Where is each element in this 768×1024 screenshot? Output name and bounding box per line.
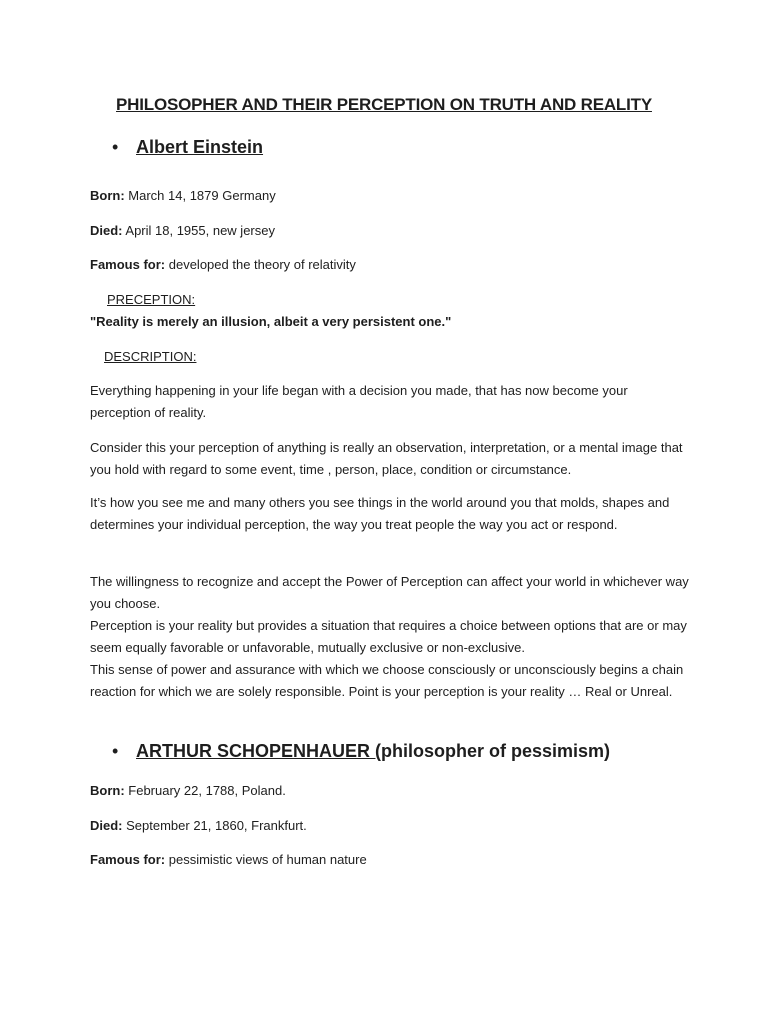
born-value: March 14, 1879 Germany xyxy=(124,188,276,203)
bullet-icon: • xyxy=(112,137,119,157)
famous-for-line xyxy=(90,852,367,867)
philosopher-name: ARTHUR SCHOPENHAUER ( xyxy=(136,741,382,761)
philosopher-descriptor: philosopher of pessimism) xyxy=(381,741,611,761)
perception-quote: "Reality is merely an illusion, albeit a very persistent one." xyxy=(90,314,452,329)
paragraph-text: Perception is your reality but provides a situation that requires a choice between options that are or may seem equally favorable or unfavorable, mutually exclusive or non-exclusive. xyxy=(90,618,687,655)
born-label: Born: xyxy=(90,188,125,203)
section-heading-einstein xyxy=(112,137,263,158)
bullet-icon: • xyxy=(112,741,119,761)
died-value: September 21, 1860, Frankfurt. xyxy=(122,818,307,833)
perception-label: PRECEPTION: xyxy=(107,292,196,307)
description-label: DESCRIPTION: xyxy=(104,349,197,364)
philosopher-name: Albert Einstein xyxy=(136,137,264,157)
description-paragraph xyxy=(90,571,690,703)
paragraph-text: This sense of power and assurance with which we choose consciously or unconsciously begins a chain reaction for which we are solely responsible. Point is your perception is your reality … Real or Unreal. xyxy=(90,662,684,699)
born-label: Born: xyxy=(90,783,125,798)
paragraph-text: The willingness to recognize and accept the Power of Perception can affect your world in whichever way you choose. xyxy=(90,574,689,611)
section-heading-schopenhauer xyxy=(112,741,610,762)
paragraph-text: It’s how you see me and many others you see things in the world around you that molds, shapes and determines your individual perception, the way you treat people the way you act or respond. xyxy=(90,495,670,532)
died-value: April 18, 1955, new jersey xyxy=(122,223,275,238)
died-label: Died: xyxy=(90,818,123,833)
died-line xyxy=(90,223,275,238)
document-title: PHILOSOPHER AND THEIR PERCEPTION ON TRUTH AND REALITY xyxy=(116,95,652,114)
died-label: Died: xyxy=(90,223,123,238)
died-line xyxy=(90,818,307,833)
description-paragraph xyxy=(90,437,690,481)
paragraph-text: Consider this your perception of anything is really an observation, interpretation, or a mental image that you hold with regard to some event, time , person, place, condition or circumstance. xyxy=(90,440,683,477)
famous-for-label: Famous for: xyxy=(90,257,166,272)
born-line xyxy=(90,783,286,798)
famous-for-label: Famous for: xyxy=(90,852,166,867)
famous-for-value: developed the theory of relativity xyxy=(165,257,356,272)
born-line xyxy=(90,188,276,203)
famous-for-value: pessimistic views of human nature xyxy=(165,852,367,867)
born-value: February 22, 1788, Poland. xyxy=(124,783,286,798)
paragraph-text: Everything happening in your life began with a decision you made, that has now become your perception of reality. xyxy=(90,383,628,420)
description-paragraph xyxy=(90,380,690,424)
description-paragraph xyxy=(90,492,690,536)
famous-for-line xyxy=(90,257,356,272)
